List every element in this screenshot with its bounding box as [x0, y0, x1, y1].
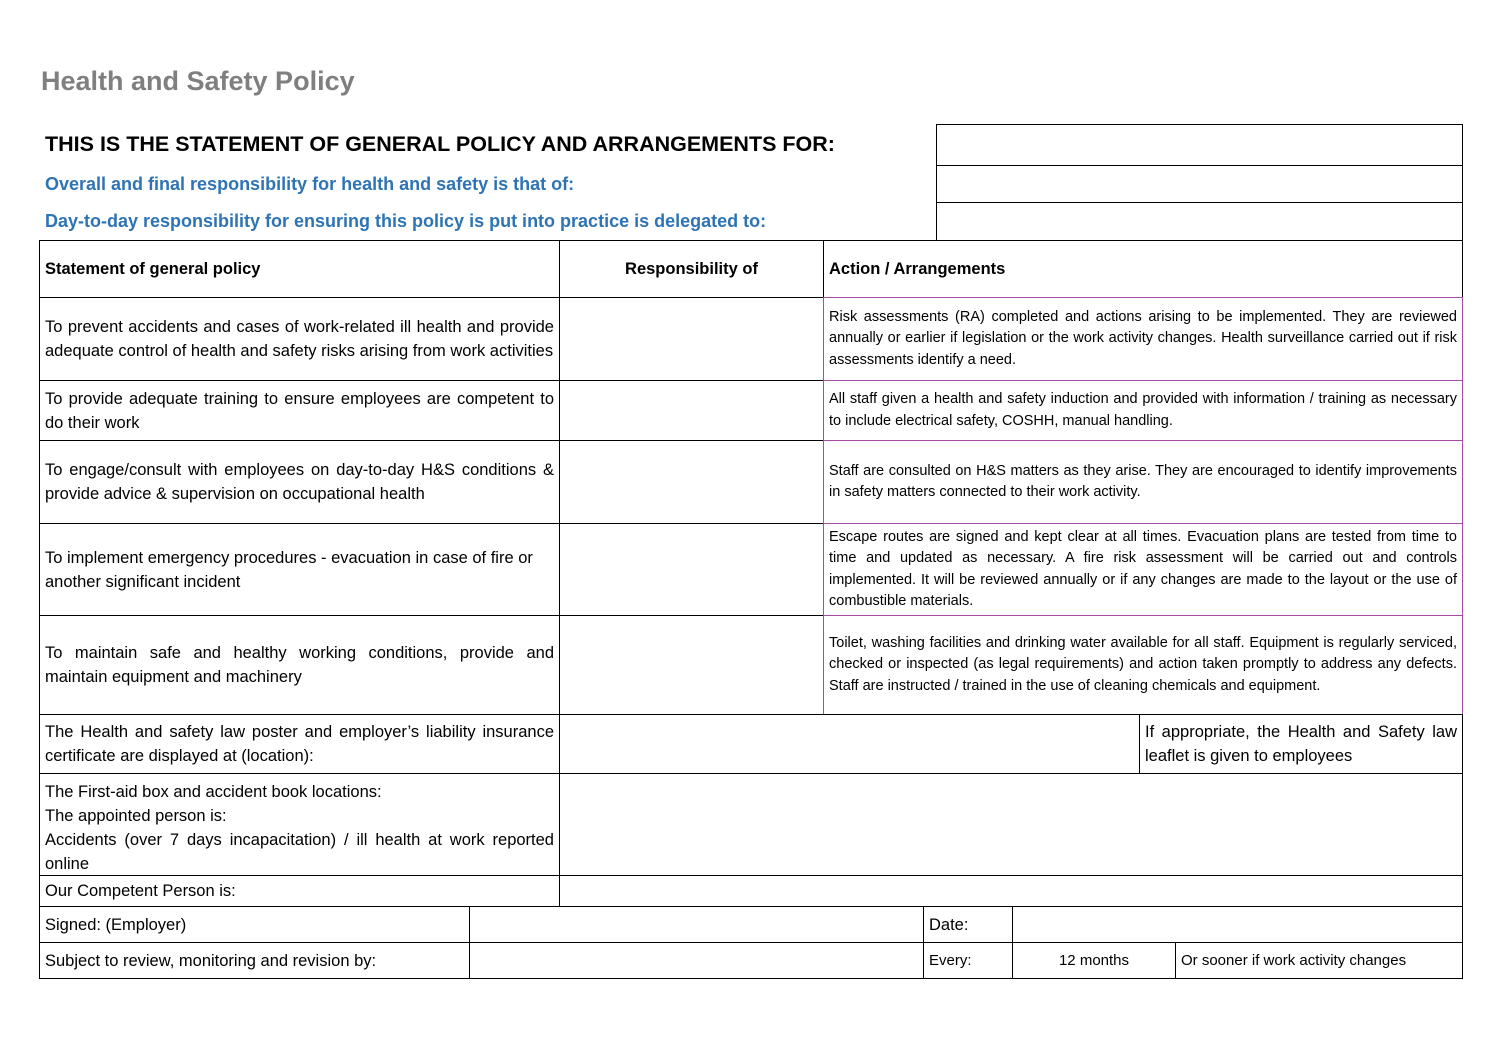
- competent-person-label-cell: [39, 875, 560, 907]
- leaflet-note: If appropriate, the Health and Safety law leaflet is given to employees: [1145, 723, 1457, 765]
- policy-text: To implement emergency procedures - evacuation in case of fire or another significant incident: [45, 548, 533, 591]
- appointed-person-label: The appointed person is:: [45, 807, 227, 825]
- action-text: Escape routes are signed and kept clear at all times. Evacuation plans are tested from time to time and updated as necessary. A fire risk assessment will be carried out and controls implemented. It will be reviewed annually or if any changes are made to the layout or the use of combustible materials.: [829, 528, 1457, 609]
- responsibility-field[interactable]: [559, 615, 824, 715]
- reviewer-field[interactable]: [469, 942, 924, 979]
- riddor-reporting-lead: Accidents (over 7 days incapacitation) / ill health at work reported online: [45, 831, 554, 873]
- header-policy-label: Statement of general policy: [45, 259, 261, 278]
- every-label-cell: [923, 942, 1013, 979]
- table-row-action: [823, 615, 1463, 715]
- responsibility-field[interactable]: [559, 523, 824, 616]
- table-row-policy: [39, 615, 560, 715]
- sooner-note-cell: [1175, 942, 1463, 979]
- header-action: [823, 240, 1463, 298]
- review-label: Subject to review, monitoring and revision by:: [45, 951, 377, 970]
- policy-text: To provide adequate training to ensure employees are competent to do their work: [45, 389, 554, 432]
- header-action-label: Action / Arrangements: [829, 259, 1006, 278]
- review-interval: 12 months: [1058, 952, 1130, 969]
- policy-text: To prevent accidents and cases of work-related ill health and provide adequate control of health and safety risks arising from work activities: [45, 318, 554, 360]
- table-row-policy: [39, 440, 560, 524]
- header-responsibility: [559, 240, 824, 298]
- header-responsibility-label: Responsibility of: [625, 259, 758, 278]
- table-row-action: [823, 523, 1463, 616]
- action-text: All staff given a health and safety induction and provided with information / training as necessary to include electrical safety, COSHH, manual handling.: [829, 391, 1457, 429]
- table-row-policy: [39, 380, 560, 441]
- every-label: Every:: [929, 952, 972, 969]
- policy-text: To maintain safe and healthy working conditions, provide and maintain equipment and machinery: [45, 644, 554, 686]
- statement-heading: THIS IS THE STATEMENT OF GENERAL POLICY AND ARRANGEMENTS FOR:: [45, 132, 835, 156]
- day-to-day-responsibility-label: Day-to-day responsibility for ensuring this policy is put into practice is delegated to:: [45, 211, 767, 231]
- table-row-action: [823, 440, 1463, 524]
- responsibility-field[interactable]: [559, 440, 824, 524]
- organisation-name-field[interactable]: [936, 124, 1463, 166]
- poster-location-field[interactable]: [559, 714, 1140, 774]
- first-aid-label-cell: [39, 773, 560, 876]
- day-to-day-responsibility-field[interactable]: [936, 202, 1463, 241]
- date-label: Date:: [929, 915, 969, 934]
- responsibility-field[interactable]: [559, 380, 824, 441]
- signature-field[interactable]: [469, 906, 924, 943]
- sooner-note: Or sooner if work activity changes: [1181, 952, 1407, 969]
- responsibility-field[interactable]: [559, 297, 824, 381]
- signed-label-cell: [39, 906, 470, 943]
- first-aid-text: [45, 780, 554, 876]
- poster-location-label: The Health and safety law poster and employer’s liability insurance certificate are displayed at (location):: [45, 723, 554, 765]
- first-aid-locations-label: The First-aid box and accident book locations:: [45, 783, 382, 801]
- date-label-cell: [923, 906, 1013, 943]
- policy-text: To engage/consult with employees on day-to-day H&S conditions & provide advice & supervision on occupational health: [45, 461, 554, 503]
- action-text: Staff are consulted on H&S matters as they arise. They are encouraged to identify improvements in safety matters connected to their work activity.: [829, 462, 1457, 500]
- leaflet-note-cell: [1139, 714, 1463, 774]
- competent-person-label: Our Competent Person is:: [45, 882, 236, 900]
- overall-responsibility-label: Overall and final responsibility for health and safety is that of:: [45, 174, 575, 194]
- header-policy: [39, 240, 560, 298]
- page-title: Health and Safety Policy: [41, 66, 355, 96]
- table-row-action: [823, 380, 1463, 441]
- competent-person-field[interactable]: [559, 875, 1463, 907]
- review-interval-cell[interactable]: [1012, 942, 1176, 979]
- poster-location-label-cell: [39, 714, 560, 774]
- signed-label: Signed: (Employer): [45, 915, 187, 934]
- action-text: Risk assessments (RA) completed and actions arising to be implemented. They are reviewed annually or earlier if legislation or the work activity changes. Health surveillance carried out if risk assessments identify a need.: [829, 308, 1457, 368]
- riddor-reporting-text: [45, 828, 554, 876]
- table-row-policy: [39, 297, 560, 381]
- date-field[interactable]: [1012, 906, 1463, 943]
- action-text: Toilet, washing facilities and drinking water available for all staff. Equipment is regularly serviced, checked or inspected (as legal requirements) and action taken promptly to address any defects. Staff are instructed / trained in the use of cleaning chemicals and equipment.: [829, 634, 1457, 694]
- overall-responsibility-field[interactable]: [936, 165, 1463, 203]
- review-label-cell: [39, 942, 470, 979]
- table-row-policy: [39, 523, 560, 616]
- first-aid-field[interactable]: [559, 773, 1463, 876]
- table-row-action: [823, 297, 1463, 381]
